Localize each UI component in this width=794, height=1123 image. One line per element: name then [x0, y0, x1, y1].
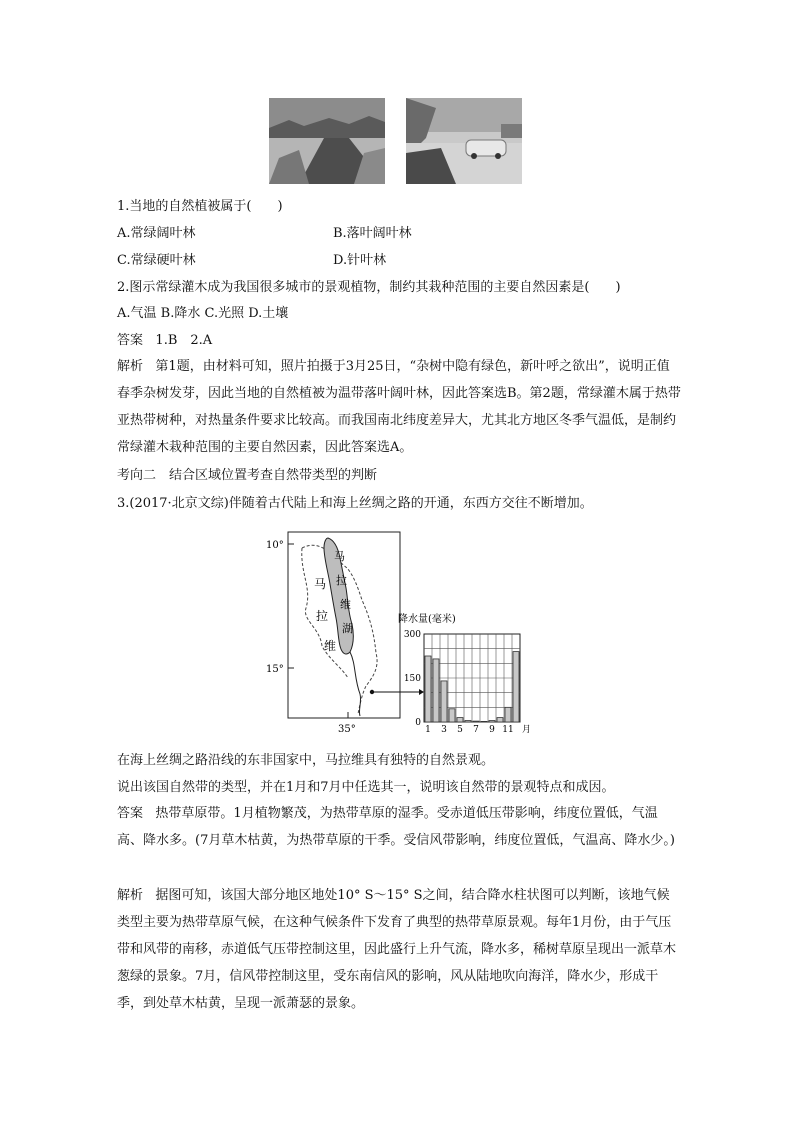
country-char-1: 拉 [316, 609, 329, 623]
country-char-0: 马 [314, 577, 327, 591]
chart-bar [457, 718, 463, 722]
arrow-head-icon [419, 689, 424, 695]
chart-bar [425, 656, 431, 722]
answer3-text: 热带草原带。1月植物繁茂，为热带草原的湿季。受赤道低压带影响，纬度位置低，气温高、降水多。(7月草木枯黄，为热带草原的干季。受信风带影响，纬度位置低，气温高、降水少。) [117, 806, 675, 848]
chart-bar [497, 718, 503, 722]
precip-chart [404, 630, 531, 735]
malawi-figure [262, 528, 534, 738]
section-title: 考向二 结合区域位置考查自然带类型的判断 [117, 468, 378, 483]
q2-options: A.气温 B.降水 C.光照 D.土壤 [117, 306, 289, 321]
analysis-text: 第1题，由材料可知，照片拍摄于3月25日，“杂树中隐有绿色，新叶呼之欲出”，说明正值春季杂树发芽，因此当地的自然植被为温带落叶阔叶林，因此答案选B。第2题，常绿灌木属于热带亚热带树种，对热量条件要求比较高。而我国南北纬度差异大，尤其北方地区冬季气温低，是制约常绿灌木栽种范围的主要自然因素，因此答案选A。 [117, 359, 681, 455]
chart-bar [481, 721, 487, 722]
parking-shrubs-icon [406, 98, 522, 184]
chart-bar [473, 721, 479, 722]
chart-bar [505, 707, 511, 722]
country-char-2: 维 [324, 639, 337, 653]
analysis3-text: 据图可知，该国大部分地区地处10° S～15° S之间，结合降水柱状图可以判断，该地气候类型主要为热带草原气候，在这种气候条件下发育了典型的热带草原景观。每年1月份，由于气压带和风带的南移，赤道低气压带控制这里，因此盛行上升气流，降水多，稀树草原呈现出一派草木葱绿的景象。7月，信风带控制这里，受东南信风的影响，风从陆地吹向海洋，降水少，形成干季，到处草木枯黄，呈现一派萧瑟的景象。 [117, 888, 677, 1011]
chart-bar [465, 721, 471, 722]
lake-char-3: 湖 [342, 622, 353, 635]
answer-label: 答案 [117, 333, 144, 348]
lake-char-0: 马 [334, 550, 345, 563]
chart-xtick-label: 1 [425, 725, 431, 735]
chart-xunit: 月 [522, 725, 532, 735]
chart-xtick-label: 5 [457, 725, 463, 735]
q1-option-d: D.针叶林 [333, 253, 387, 268]
q1-stem: 1.当地的自然植被属于( ) [117, 199, 283, 214]
lon-35-label: 35° [338, 724, 356, 735]
q2-stem: 2.图示常绿灌木成为我国很多城市的景观植物，制约其栽种范围的主要自然因素是( ) [117, 280, 621, 295]
analysis-1-2 [117, 353, 682, 461]
q3-stem: 3.(2017·北京文综)伴随着古代陆上和海上丝绸之路的开通，东西方交往不断增加。 [117, 496, 593, 511]
chart-bar [433, 659, 439, 722]
chart-xtick-label: 11 [502, 725, 514, 735]
q1-option-c: C.常绿硬叶林 [117, 253, 196, 268]
q1-option-a: A.常绿阔叶林 [117, 226, 196, 241]
answer-text: 1.B 2.A [155, 333, 213, 348]
chart-bar [489, 721, 495, 722]
chart-bar [513, 652, 519, 722]
photo-parking-shrubs [406, 98, 522, 184]
chart-ytick-label: 300 [403, 630, 421, 640]
chart-bar [449, 709, 455, 722]
lake-char-1: 拉 [336, 574, 347, 587]
chart-xtick-label: 3 [441, 725, 447, 735]
lake-char-2: 维 [340, 598, 351, 611]
analysis3-label: 解析 [117, 888, 144, 903]
answer-1-2 [117, 333, 212, 349]
analysis-3 [117, 882, 682, 1017]
answer3-label: 答案 [117, 806, 144, 821]
chart-bar [441, 681, 447, 722]
answer-3 [117, 800, 682, 854]
photo-street-shrubs [269, 98, 385, 184]
lat-10-label: 10° [266, 540, 284, 551]
chart-xtick-label: 9 [489, 725, 495, 735]
q3-ask: 说出该国自然带的类型，并在1月和7月中任选其一，说明该自然带的景观特点和成因。 [117, 780, 615, 795]
q1-option-b: B.落叶阔叶林 [333, 226, 412, 241]
chart-ylabel: 降水量(毫米) [398, 614, 456, 625]
street-shrubs-icon [269, 98, 385, 184]
analysis-label: 解析 [117, 359, 144, 374]
q3-context: 在海上丝绸之路沿线的东非国家中，马拉维具有独特的自然景观。 [117, 753, 495, 768]
chart-ytick-label: 150 [403, 674, 421, 684]
lat-15-label: 15° [266, 664, 284, 675]
chart-ytick-label: 0 [415, 718, 421, 728]
chart-xtick-label: 7 [473, 725, 479, 735]
